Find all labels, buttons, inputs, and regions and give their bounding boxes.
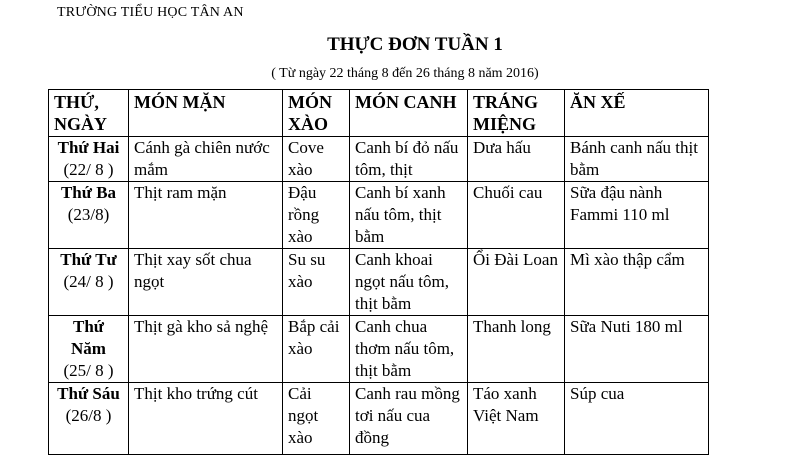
main-dish-cell: Thịt ram mặn [129, 182, 283, 249]
header-day: THỨ, NGÀY [49, 90, 129, 137]
day-name: Thứ Hai [57, 138, 120, 157]
dessert-cell: Táo xanh Việt Nam [468, 383, 565, 455]
school-name: TRƯỜNG TIỂU HỌC TÂN AN [57, 5, 244, 20]
snack-cell: Sữa đậu nành Fammi 110 ml [565, 182, 709, 249]
stir-fry-cell: Đậu rồng xào [283, 182, 350, 249]
day-date: (25/ 8 ) [63, 361, 114, 380]
header-stir-fry: MÓN XÀO [283, 90, 350, 137]
day-date: (23/8) [67, 205, 110, 224]
day-name: Thứ Năm [71, 317, 106, 358]
main-dish-cell: Thịt gà kho sả nghệ [129, 316, 283, 383]
day-name: Thứ Tư [60, 250, 117, 269]
soup-cell: Canh khoai ngọt nấu tôm, thịt bằm [350, 249, 468, 316]
snack-cell: Bánh canh nấu thịt bằm [565, 137, 709, 182]
table-row [49, 182, 709, 249]
soup-cell: Canh bí xanh nấu tôm, thịt bằm [350, 182, 468, 249]
main-dish-cell: Thịt xay sốt chua ngọt [129, 249, 283, 316]
day-cell [49, 316, 129, 383]
main-dish-cell: Cánh gà chiên nước mắm [129, 137, 283, 182]
dessert-cell: Thanh long [468, 316, 565, 383]
day-cell [49, 182, 129, 249]
day-date: (22/ 8 ) [63, 160, 114, 179]
soup-cell: Canh chua thơm nấu tôm, thịt bằm [350, 316, 468, 383]
stir-fry-cell: Bắp cải xào [283, 316, 350, 383]
main-dish-cell: Thịt kho trứng cút [129, 383, 283, 455]
stir-fry-cell: Su su xào [283, 249, 350, 316]
stir-fry-cell: Cove xào [283, 137, 350, 182]
soup-cell: Canh bí đỏ nấu tôm, thịt [350, 137, 468, 182]
header-row [49, 90, 709, 137]
menu-title: THỰC ĐƠN TUẦN 1 [327, 34, 503, 55]
soup-cell: Canh rau mồng tơi nấu cua đồng [350, 383, 468, 455]
header-main-dish: MÓN MẶN [129, 90, 283, 137]
day-name: Thứ Sáu [57, 384, 120, 403]
header-soup: MÓN CANH [350, 90, 468, 137]
stir-fry-cell: Cải ngọt xào [283, 383, 350, 455]
table-row [49, 249, 709, 316]
date-range: ( Từ ngày 22 tháng 8 đến 26 tháng 8 năm 2016) [271, 66, 539, 81]
table-row [49, 316, 709, 383]
day-name: Thứ Ba [60, 183, 117, 202]
day-cell [49, 249, 129, 316]
dessert-cell: Dưa hấu [468, 137, 565, 182]
snack-cell: Sữa Nuti 180 ml [565, 316, 709, 383]
dessert-cell: Chuối cau [468, 182, 565, 249]
day-date: (24/ 8 ) [63, 272, 114, 291]
dessert-cell: Ổi Đài Loan [468, 249, 565, 316]
snack-cell: Súp cua [565, 383, 709, 455]
snack-cell: Mì xào thập cẩm [565, 249, 709, 316]
table-row [49, 137, 709, 182]
header-dessert: TRÁNG MIỆNG [468, 90, 565, 137]
header-snack: ĂN XẾ [565, 90, 709, 137]
day-date: (26/8 ) [65, 406, 112, 425]
weekly-menu-table [48, 89, 709, 455]
day-cell [49, 137, 129, 182]
